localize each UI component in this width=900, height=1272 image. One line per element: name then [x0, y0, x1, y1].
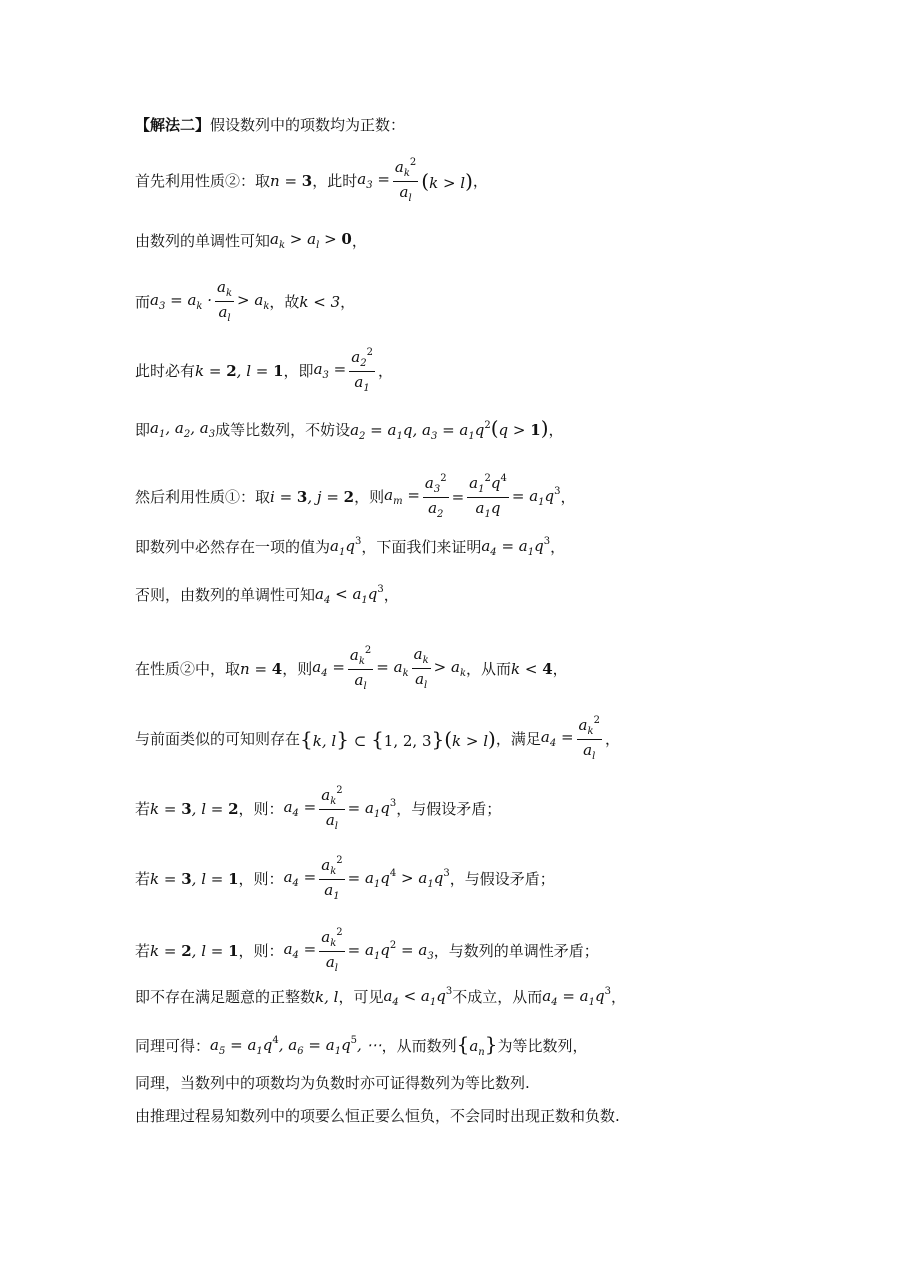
formula: $a_4 < a_1q^3$: [315, 584, 384, 606]
formula: $a_m$ =: [384, 485, 420, 507]
formula: $a_1$, $a_2$, $a_3$: [150, 418, 216, 440]
text: 若: [135, 941, 151, 960]
heading-bracket: 【解法二】: [135, 116, 211, 134]
formula: k < 3: [299, 292, 341, 311]
formula: $a_1q^3$: [330, 536, 362, 558]
text: ，: [548, 420, 564, 439]
fraction: $\frac{a_k}{a_l}$: [413, 645, 429, 691]
text: 首先利用性质②：取: [135, 171, 271, 190]
text: 由推理过程易知数列中的项要么恒正要么恒负，不会同时出现正数和负数.: [135, 1107, 620, 1125]
text: 即数列中必然存在一项的值为: [135, 538, 331, 556]
formula: $a_2 = a_1q$, $a_3 = a_1q^2(q > 1)$: [350, 416, 549, 442]
line-4: [135, 280, 355, 324]
formula: $a_k > a_l > 0$: [270, 230, 352, 251]
text: ，从而数列: [381, 1036, 457, 1055]
text: ，则: [282, 659, 313, 678]
formula: $a_3$ =: [357, 169, 390, 191]
line-18: [135, 1109, 620, 1124]
text: 若: [135, 869, 151, 888]
formula: $a_3 = a_k$ ·: [150, 290, 213, 312]
formula: k = 3, l = 2: [150, 799, 239, 818]
text: 成等比数列，不妨设: [215, 420, 351, 439]
line-11: [135, 716, 620, 762]
line-7: [135, 474, 576, 520]
formula: $a_4$ =: [283, 797, 317, 819]
text: 否则，由数列的单调性可知: [135, 586, 316, 604]
fraction: $\frac{a_1^2q^4}{a_1q}$: [469, 473, 507, 520]
fraction: $\frac{a_k}{a_l}$: [217, 278, 233, 324]
fraction: $\frac{a_k^2}{a_l}$: [349, 645, 372, 692]
text: ，: [472, 171, 488, 190]
formula: k = 2, l = 1: [150, 941, 239, 960]
fraction: $\frac{a_k^2}{a_l}$: [321, 927, 343, 974]
line-6: [135, 418, 564, 442]
text: ，: [560, 487, 576, 506]
formula: $a_3$ =: [313, 359, 347, 381]
text: ，则：: [238, 941, 284, 960]
text: ，: [604, 729, 620, 748]
line-16: [135, 1034, 588, 1058]
line-17: [135, 1076, 530, 1091]
text: ，从而: [466, 659, 512, 678]
fraction: $\frac{a_k^2}{a_l}$: [394, 157, 417, 204]
text: ，下面我们来证明: [361, 538, 482, 556]
formula: = $a_k$: [376, 657, 409, 679]
formula: n = 4: [240, 659, 283, 678]
text: ，可见: [338, 988, 384, 1006]
text: 由数列的单调性可知: [135, 232, 271, 250]
text: ，即: [283, 361, 314, 380]
text: 而: [135, 292, 151, 311]
text: 然后利用性质①：取: [135, 487, 271, 506]
text: ，与假设矛盾；: [449, 869, 555, 888]
formula: $a_4$ =: [283, 939, 317, 961]
formula: = $a_1q^3$: [347, 797, 397, 820]
line-5: [135, 348, 393, 394]
formula: $a_4 = a_1q^3$: [542, 986, 611, 1008]
fraction: $\frac{a_k^2}{a_1}$: [321, 855, 343, 902]
formula: k = 3, l = 1: [150, 869, 239, 888]
text: 此时必有: [135, 361, 196, 380]
text: 即: [135, 420, 151, 439]
fraction: $\frac{a_2^2}{a_1}$: [351, 347, 373, 394]
line-13: [135, 856, 555, 902]
text: ，满足: [495, 729, 541, 748]
solution-heading: [135, 118, 405, 133]
line-3: [135, 232, 367, 251]
line-2: [135, 158, 488, 204]
text: ，: [340, 292, 356, 311]
text: ，与数列的单调性矛盾；: [433, 941, 599, 960]
formula: $a_4 < a_1q^3$: [383, 986, 453, 1008]
formula: $a_4$ =: [283, 867, 317, 889]
text: ，则：: [238, 799, 284, 818]
heading-text: 假设数列中的项数均为正数：: [210, 116, 406, 134]
text: ，与假设矛盾；: [396, 799, 502, 818]
line-8: [135, 537, 565, 558]
formula: n = 3: [270, 171, 313, 190]
fraction: $\frac{a_3^2}{a_2}$: [424, 473, 447, 520]
fraction: $\frac{a_k^2}{a_l}$: [578, 715, 600, 762]
text: ，: [377, 361, 393, 380]
text: ，: [610, 988, 626, 1006]
formula: k = 2, l = 1: [195, 361, 284, 380]
text: 与前面类似的可知则存在: [135, 729, 301, 748]
text: 同理，当数列中的项数均为负数时亦可证得数列为等比数列.: [135, 1074, 530, 1092]
formula: > $a_k$: [237, 290, 270, 312]
formula: k, l: [315, 988, 339, 1006]
formula: $a_4$ =: [540, 727, 574, 749]
text: ，则：: [238, 869, 284, 888]
formula: = $a_1q^2 = a_3$: [347, 939, 434, 962]
formula: = $a_1q^4 > a_1q^3$: [347, 867, 450, 890]
text: ，此时: [312, 171, 358, 190]
formula: (k > l): [421, 169, 473, 193]
line-15: [135, 987, 626, 1008]
formula: $\{a_n\}$: [456, 1032, 498, 1058]
formula: =: [451, 487, 465, 506]
formula: i = 3, j = 2: [270, 487, 355, 506]
line-12: [135, 786, 501, 832]
text: 在性质②中，取: [135, 659, 241, 678]
formula: {k, l} ⊂ {1, 2, 3}(k > l): [300, 727, 496, 751]
text: ，: [351, 232, 367, 250]
line-9: [135, 585, 399, 606]
text: 为等比数列，: [497, 1036, 588, 1055]
fraction: $\frac{a_k^2}{a_l}$: [321, 785, 343, 832]
text: 不成立，从而: [452, 988, 543, 1006]
text: ，故: [269, 292, 300, 311]
text: 即不存在满足题意的正整数: [135, 988, 316, 1006]
formula: $a_4 = a_1q^3$: [481, 536, 551, 558]
formula: $a_5 = a_1q^4$, $a_6 = a_1q^5$, ⋯: [210, 1034, 382, 1057]
formula: $a_4$ =: [312, 657, 345, 679]
text: ，: [550, 538, 566, 556]
line-14: [135, 928, 599, 974]
text: 同理可得：: [135, 1036, 211, 1055]
formula: k < 4: [511, 659, 553, 678]
formula: > $a_k$: [433, 657, 466, 679]
line-10: [135, 646, 568, 692]
formula: = $a_1q^3$: [511, 485, 561, 508]
text: 若: [135, 799, 151, 818]
text: ，: [552, 659, 568, 678]
text: ，则: [354, 487, 385, 506]
text: ，: [383, 586, 399, 604]
